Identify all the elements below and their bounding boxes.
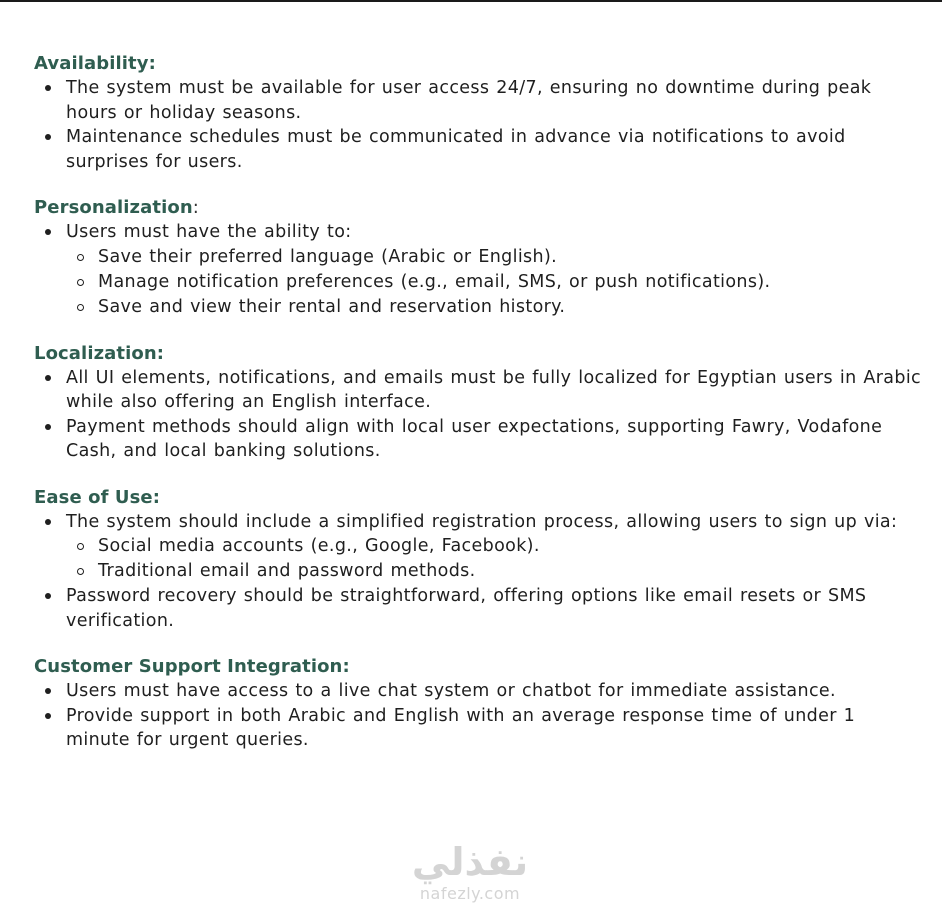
list-item-text: Users must have access to a live chat system or chatbot for immediate assistance.	[66, 681, 836, 701]
list-item	[34, 584, 924, 633]
heading-colon: :	[192, 197, 199, 218]
bullet-list	[34, 76, 924, 174]
sub-list-item	[66, 534, 924, 559]
bullet-list	[34, 510, 924, 634]
bullet-dot-icon	[45, 519, 51, 525]
section-heading: Customer Support Integration:	[34, 656, 350, 677]
sub-bullet-list	[66, 534, 924, 584]
section-availability	[34, 51, 924, 174]
list-item	[34, 125, 924, 174]
bullet-circle-icon	[77, 543, 84, 550]
list-item	[34, 415, 924, 464]
sub-list-item	[66, 245, 924, 270]
sub-list-item-text: Social media accounts (e.g., Google, Facebook).	[98, 536, 540, 556]
bullet-dot-icon	[45, 424, 51, 430]
sub-list-item	[66, 559, 924, 584]
bullet-dot-icon	[45, 713, 51, 719]
bullet-dot-icon	[45, 134, 51, 140]
list-item	[34, 679, 924, 704]
bullet-circle-icon	[77, 568, 84, 575]
section-heading-text: Personalization	[34, 197, 193, 218]
bullet-list	[34, 679, 924, 753]
sub-list-item-text: Traditional email and password methods.	[98, 561, 476, 581]
sub-list-item-text: Manage notification preferences (e.g., email, SMS, or push notifications).	[98, 271, 771, 292]
sub-list-item-text: Save their preferred language (Arabic or English).	[98, 246, 558, 267]
bullet-circle-icon	[77, 254, 84, 261]
section-localization	[34, 341, 924, 464]
list-item-text: Users must have the ability to:	[66, 222, 352, 242]
sub-bullet-list	[66, 245, 924, 320]
section-personalization	[34, 195, 924, 320]
list-item-text: Payment methods should align with local user expectations, supporting Fawry, Vodafone Cash, and local banking solutions.	[66, 416, 883, 461]
watermark-logo	[380, 840, 560, 904]
section-heading: Localization:	[34, 342, 165, 364]
top-border-line	[0, 0, 942, 2]
sub-list-item	[66, 295, 924, 320]
list-item-text: All UI elements, notifications, and emails must be fully localized for Egyptian users in Arabic while also offering an English interface.	[66, 367, 922, 412]
list-item-text: The system should include a simplified registration process, allowing users to sign up via:	[66, 511, 898, 532]
list-item	[34, 220, 924, 320]
bullet-dot-icon	[45, 593, 51, 599]
list-item-text: Provide support in both Arabic and English with an average response time of under 1 minute for urgent queries.	[66, 705, 856, 750]
bullet-dot-icon	[45, 229, 51, 235]
list-item-text: Maintenance schedules must be communicated in advance via notifications to avoid surprises for users.	[66, 127, 846, 172]
sub-list-item-text: Save and view their rental and reservation history.	[98, 296, 566, 317]
list-item-text: The system must be available for user access 24/7, ensuring no downtime during peak hours or holiday seasons.	[66, 78, 872, 123]
section-ease-of-use	[34, 485, 924, 634]
watermark-domain-text: nafezly.com	[419, 884, 521, 903]
watermark-arabic-text: نفذلي	[411, 840, 529, 884]
bullet-dot-icon	[45, 688, 51, 694]
section-customer-support	[34, 654, 924, 753]
bullet-dot-icon	[45, 375, 51, 381]
bullet-list	[34, 220, 924, 320]
bullet-dot-icon	[45, 85, 51, 91]
bullet-circle-icon	[77, 279, 84, 286]
bullet-circle-icon	[77, 304, 84, 311]
section-heading: Ease of Use:	[34, 486, 161, 508]
section-heading: Availability:	[34, 53, 156, 74]
document-body	[34, 51, 924, 774]
list-item	[34, 510, 924, 585]
list-item-text: Password recovery should be straightforward, offering options like email resets or SMS verification.	[66, 586, 867, 631]
list-item	[34, 76, 924, 125]
bullet-list	[34, 366, 924, 464]
list-item	[34, 704, 924, 753]
sub-list-item	[66, 270, 924, 295]
section-heading	[34, 195, 924, 220]
list-item	[34, 366, 924, 415]
